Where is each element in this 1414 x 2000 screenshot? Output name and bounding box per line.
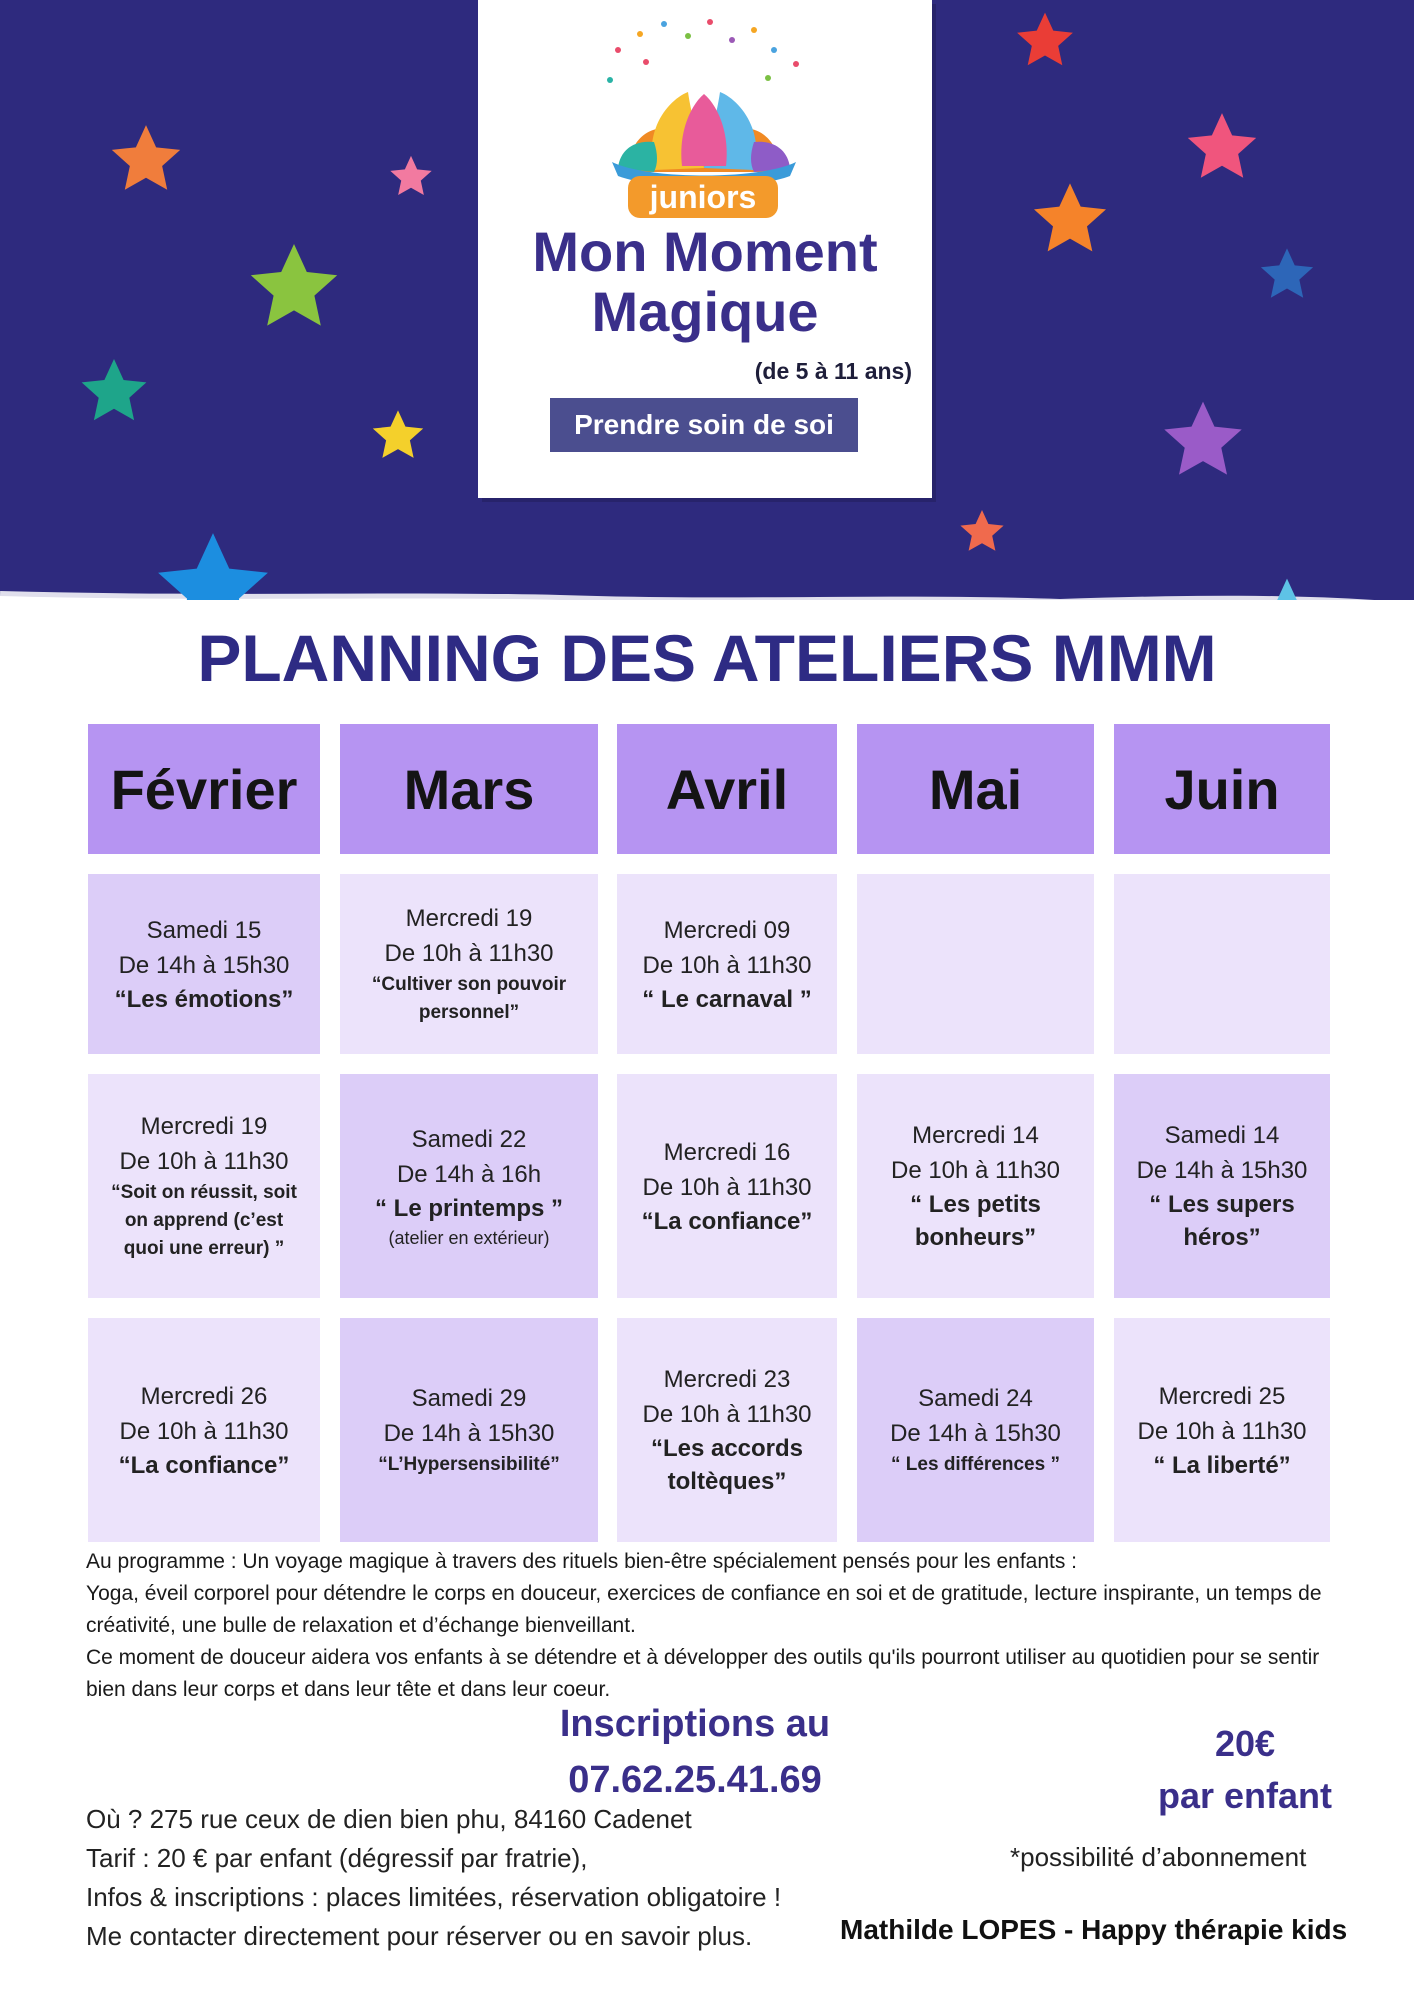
workshop-cell xyxy=(88,1074,320,1298)
empty-cell xyxy=(1114,874,1330,1054)
workshop-title: “ Les différences ” xyxy=(891,1454,1060,1475)
workshop-title: “ Le printemps ” xyxy=(374,1194,564,1222)
workshop-cell xyxy=(617,874,837,1054)
page-title: PLANNING DES ATELIERS MMM xyxy=(197,621,1217,695)
workshop-title: “Soit on réussit, soit on apprend (c’est quoi une erreur) ” xyxy=(111,1182,297,1259)
month-header-fevrier: Février xyxy=(88,724,320,854)
info-places: Infos & inscriptions : places limitées, réservation obligatoire ! xyxy=(86,1882,782,1912)
star-icon xyxy=(108,122,184,198)
phone-number[interactable]: 07.62.25.41.69 xyxy=(568,1759,822,1801)
subscription-note: *possibilité d’abonnement xyxy=(1010,1842,1307,1872)
price-unit: par enfant xyxy=(1157,1775,1333,1816)
workshop-day: Mercredi 09 xyxy=(663,916,791,944)
workshop-time: De 10h à 11h30 xyxy=(642,1173,812,1201)
age-range: (de 5 à 11 ans) xyxy=(754,358,912,384)
logo-card xyxy=(478,0,932,498)
workshop-title: “ Les supers héros” xyxy=(1149,1191,1295,1251)
brand-title-line1: Mon Moment xyxy=(532,220,878,283)
month-header-mars: Mars xyxy=(340,724,598,854)
workshop-day: Mercredi 23 xyxy=(663,1366,791,1393)
tagline-box: Prendre soin de soi xyxy=(550,398,858,452)
workshop-day: Samedi 29 xyxy=(411,1385,527,1412)
program-benefits: Ce moment de douceur aidera vos enfants à se détendre et à développer des outils qu'ils pourront utiliser au quotidien pour se sentir bien dans leur corps et dans leur tête et dans leur coeur. xyxy=(86,1646,1320,1701)
workshop-cell xyxy=(340,874,598,1054)
workshop-day: Samedi 15 xyxy=(146,916,262,944)
workshop-day: Mercredi 19 xyxy=(405,905,533,932)
workshop-title: “Les accords toltèques” xyxy=(650,1435,804,1495)
workshop-cell xyxy=(340,1318,598,1542)
lotus-logo-icon xyxy=(478,0,932,200)
star-icon xyxy=(958,508,1006,556)
workshop-time: De 10h à 11h30 xyxy=(642,951,812,979)
brand-title xyxy=(478,222,932,342)
star-icon xyxy=(1030,180,1110,260)
workshop-time: De 14h à 16h xyxy=(396,1160,542,1188)
star-icon xyxy=(78,356,150,428)
workshop-cell xyxy=(617,1318,837,1542)
info-tarif: Tarif : 20 € par enfant (dégressif par fratrie), xyxy=(86,1843,588,1873)
workshop-day: Mercredi 26 xyxy=(140,1382,268,1410)
workshop-time: De 10h à 11h30 xyxy=(642,1401,812,1428)
brand-title-line2: Magique xyxy=(591,280,819,343)
workshop-day: Samedi 24 xyxy=(918,1385,1033,1412)
workshop-title: “La confiance” xyxy=(118,1451,290,1479)
workshop-title: “ Le carnaval ” xyxy=(642,985,812,1013)
workshop-time: De 10h à 11h30 xyxy=(119,1417,289,1445)
hero-banner xyxy=(0,0,1414,600)
practical-info xyxy=(86,1800,781,1956)
workshop-time: De 10h à 11h30 xyxy=(384,940,554,967)
star-icon xyxy=(1160,398,1246,484)
star-icon xyxy=(388,154,434,200)
workshop-title: “L’Hypersensibilité” xyxy=(378,1454,560,1475)
star-icon xyxy=(1184,110,1260,186)
workshop-title: “La confiance” xyxy=(641,1207,813,1235)
program-description xyxy=(86,1546,1336,1706)
star-icon xyxy=(1258,246,1316,304)
workshop-title: “Les émotions” xyxy=(114,985,294,1013)
workshop-cell xyxy=(857,1074,1094,1298)
info-contact: Me contacter directement pour réserver ou en savoir plus. xyxy=(86,1921,753,1951)
price-amount: 20€ xyxy=(1214,1723,1276,1764)
workshop-cell xyxy=(857,1318,1094,1542)
workshop-day: Mercredi 16 xyxy=(663,1138,791,1166)
workshop-time: De 10h à 11h30 xyxy=(1137,1417,1307,1445)
workshop-day: Samedi 22 xyxy=(411,1125,527,1153)
star-icon xyxy=(246,240,342,336)
workshop-title: “ La liberté” xyxy=(1153,1451,1291,1479)
star-icon xyxy=(1014,10,1076,72)
workshop-time: De 10h à 11h30 xyxy=(119,1148,289,1175)
juniors-badge: juniors xyxy=(628,176,778,218)
month-header-avril: Avril xyxy=(617,724,837,854)
workshop-time: De 14h à 15h30 xyxy=(118,951,290,979)
empty-cell xyxy=(857,874,1094,1054)
workshop-time: De 10h à 11h30 xyxy=(890,1157,1061,1184)
workshop-cell xyxy=(617,1074,837,1298)
price-block xyxy=(1140,1718,1350,1822)
inscription-label: Inscriptions au xyxy=(559,1703,831,1745)
program-activities: Yoga, éveil corporel pour détendre le corps en douceur, exercices de confiance en soi et de gratitude, lecture inspirante, un temps de créativité, une bulle de relaxation et d’échange bienveillant. xyxy=(86,1582,1322,1637)
star-icon xyxy=(1232,574,1342,600)
workshop-time: De 14h à 15h30 xyxy=(383,1420,555,1447)
program-intro: Au programme : Un voyage magique à travers des rituels bien-être spécialement pensés pour les enfants : xyxy=(86,1550,1078,1573)
workshop-cell xyxy=(1114,1074,1330,1298)
workshop-time: De 14h à 15h30 xyxy=(1136,1157,1308,1184)
workshop-note: (atelier en extérieur) xyxy=(388,1227,550,1248)
workshop-cell xyxy=(88,1318,320,1542)
workshop-title: “ Les petits bonheurs” xyxy=(910,1191,1041,1251)
workshop-cell xyxy=(340,1074,598,1298)
month-header-mai: Mai xyxy=(857,724,1094,854)
workshop-day: Mercredi 19 xyxy=(140,1113,268,1140)
star-icon xyxy=(370,408,426,464)
workshop-title: “Cultiver son pouvoir personnel” xyxy=(371,974,567,1023)
month-header-juin: Juin xyxy=(1114,724,1330,854)
workshop-day: Samedi 14 xyxy=(1164,1122,1280,1149)
star-icon xyxy=(152,528,274,600)
info-address: Où ? 275 rue ceux de dien bien phu, 84160 Cadenet xyxy=(86,1804,692,1834)
workshop-day: Mercredi 14 xyxy=(912,1122,1039,1149)
inscription-block xyxy=(515,1696,875,1808)
workshop-time: De 14h à 15h30 xyxy=(890,1420,1061,1447)
workshop-cell xyxy=(88,874,320,1054)
signature: Mathilde LOPES - Happy thérapie kids xyxy=(840,1914,1348,1945)
workshop-day: Mercredi 25 xyxy=(1158,1382,1286,1410)
workshop-cell xyxy=(1114,1318,1330,1542)
